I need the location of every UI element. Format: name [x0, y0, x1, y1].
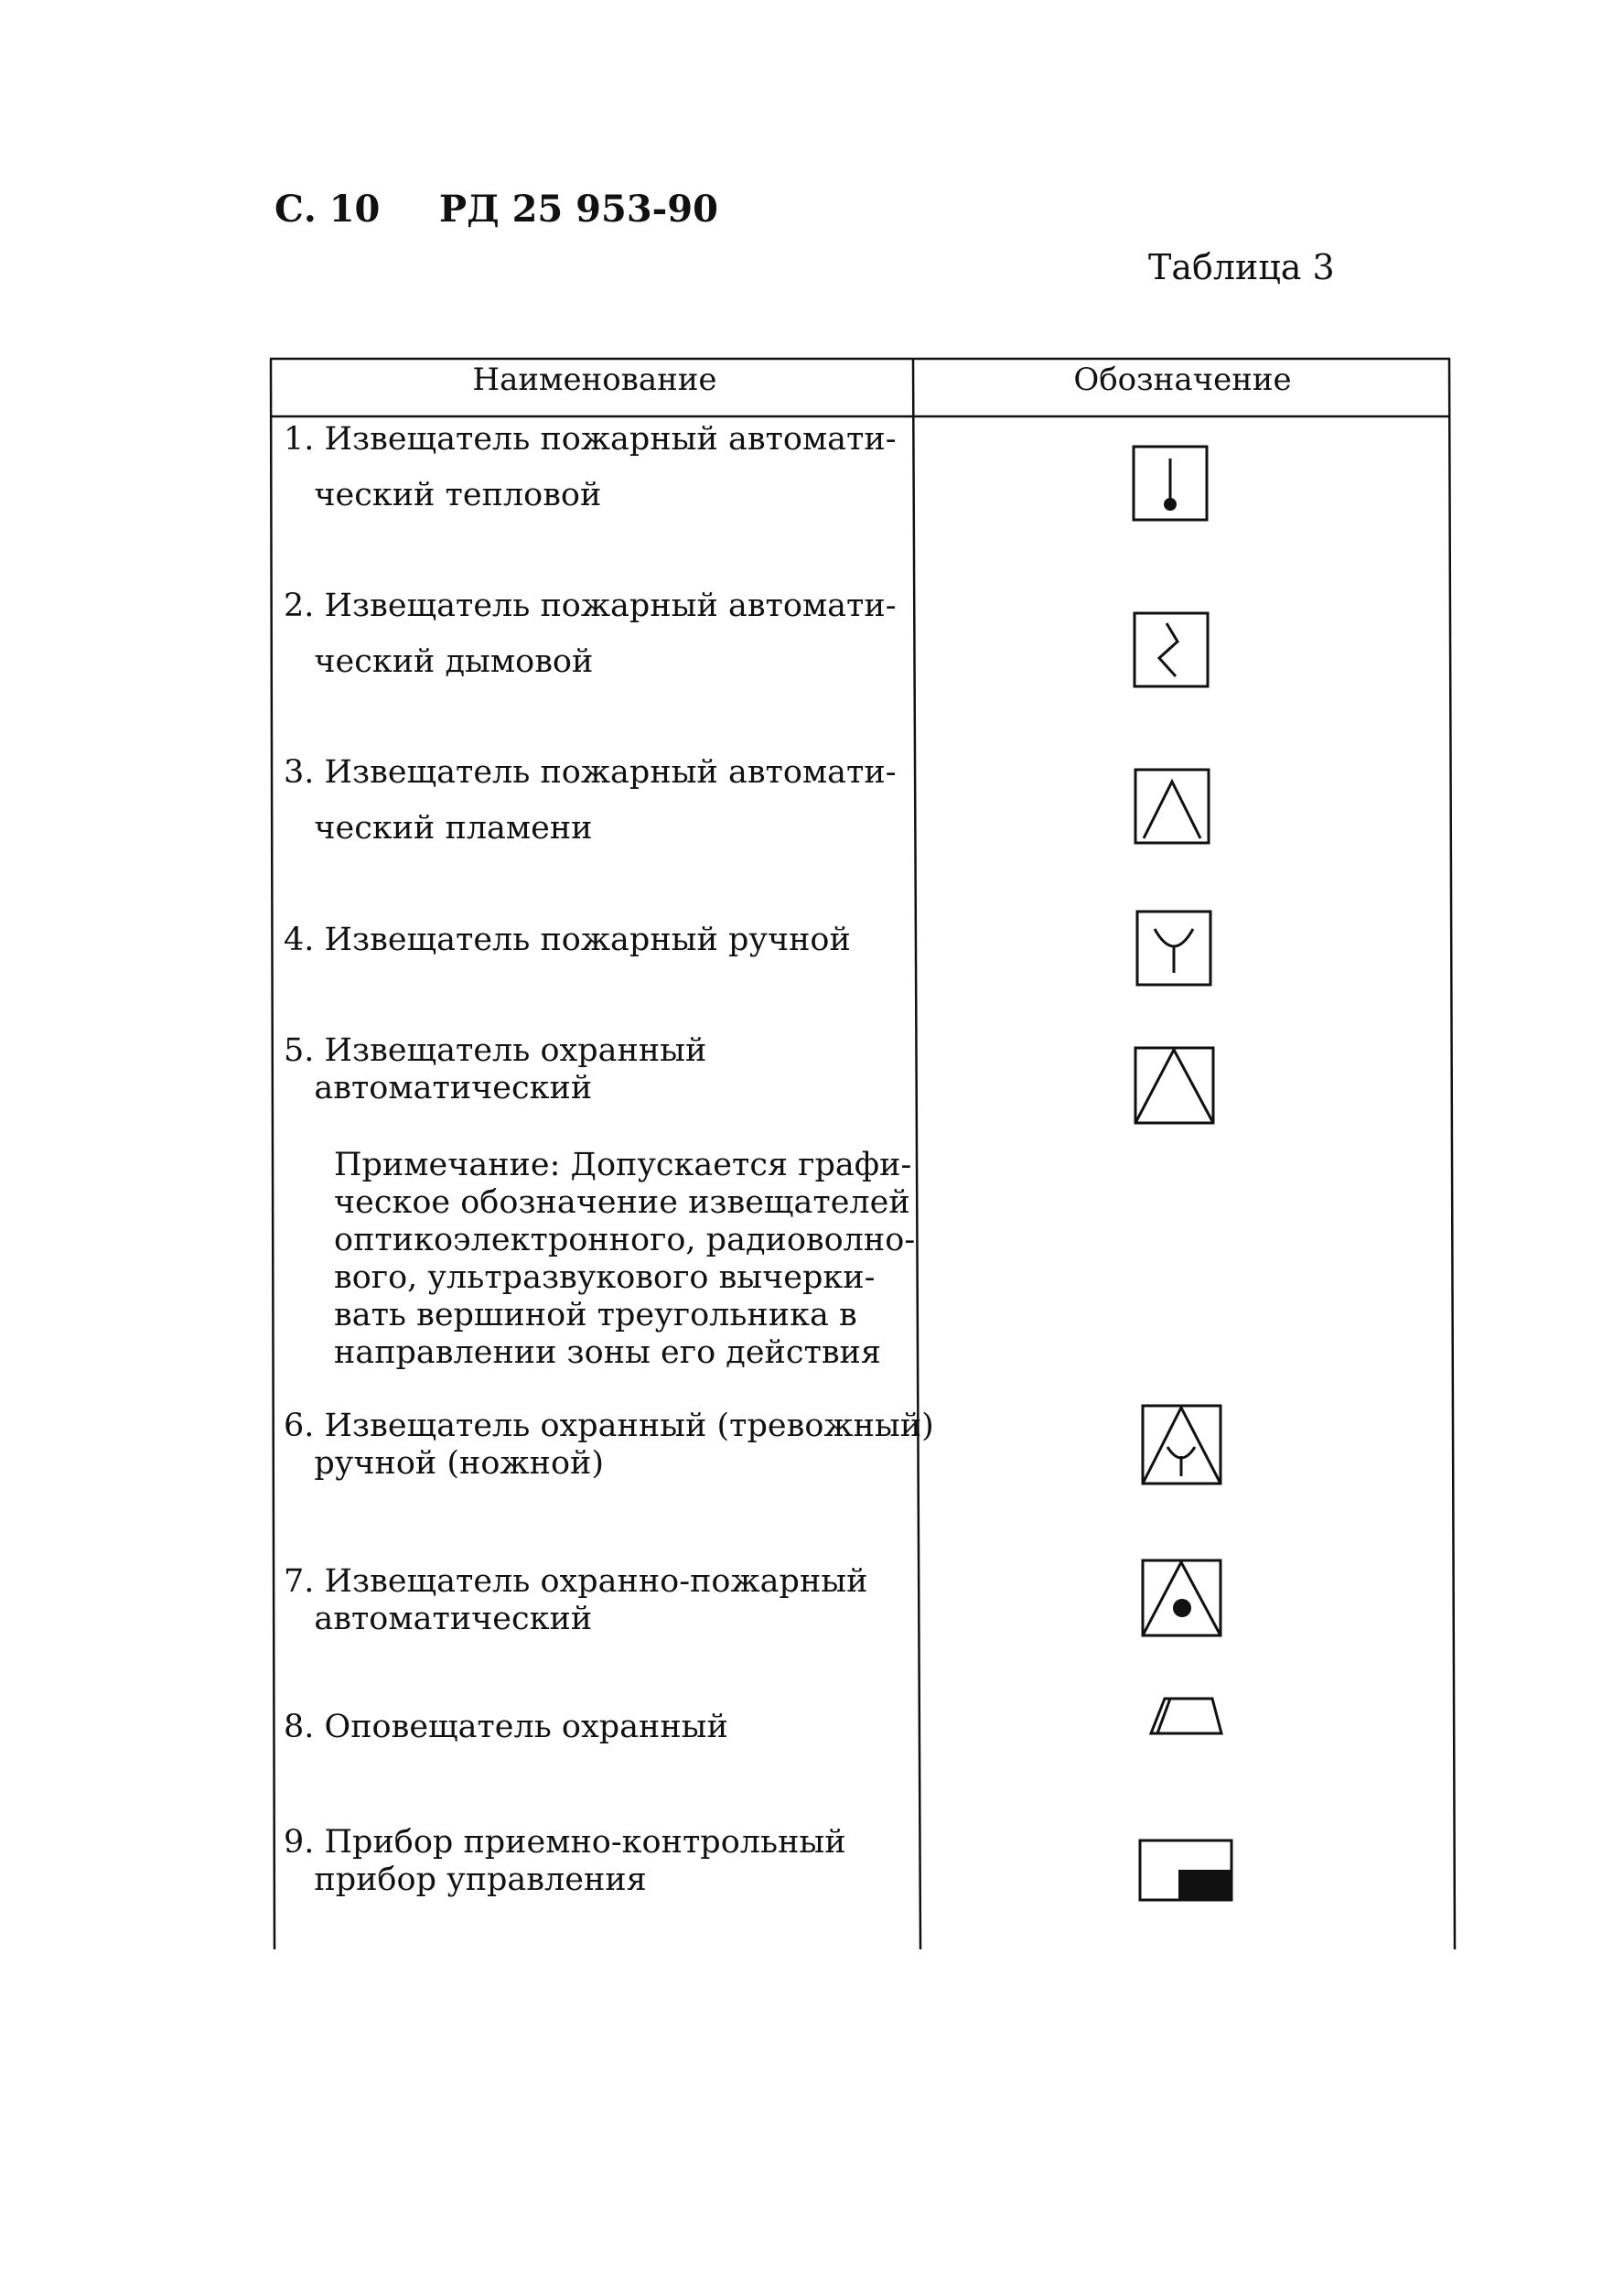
security-fire-detector-icon	[1140, 1558, 1227, 1640]
table-title: Таблица 3	[1148, 247, 1335, 287]
security-detector-icon	[1133, 1045, 1220, 1128]
smoke-detector-icon	[1132, 610, 1214, 693]
flame-detector-icon	[1133, 767, 1215, 849]
row-6-name: 6. Извещатель охранный (тревожный) ручной (ножной)	[284, 1408, 934, 1482]
row-8-name: 8. Оповещатель охранный	[284, 1709, 728, 1745]
table-note: Примечание: Допускается графи- ческое обозначение извещателей оптикоэлектронного, радиоволно- вого, ультразвукового вычерки- вать вершиной треугольника в направлении зоны его действия	[334, 1147, 916, 1371]
row-9-name: 9. Прибор приемно-контрольный прибор управления	[284, 1824, 846, 1898]
manual-fire-call-point-icon	[1135, 909, 1217, 991]
security-annunciator-icon	[1148, 1693, 1226, 1739]
row-2-name: 2. Извещатель пожарный автомати- ческий дымовой	[284, 588, 897, 680]
manual-alarm-detector-icon	[1140, 1403, 1227, 1490]
row-3-name: 3. Извещатель пожарный автомати- ческий пламени	[284, 754, 897, 847]
heat-detector-icon	[1131, 444, 1213, 526]
page-number: С. 10	[274, 188, 381, 231]
row-4-name: 4. Извещатель пожарный ручной	[284, 922, 851, 958]
column-header-symbol: Обозначение	[1073, 362, 1292, 398]
row-5-name: 5. Извещатель охранный автоматический	[284, 1032, 707, 1106]
document-code: РД 25 953-90	[439, 188, 718, 231]
column-header-name: Наименование	[472, 362, 717, 398]
row-7-name: 7. Извещатель охранно-пожарный автоматический	[284, 1563, 868, 1637]
row-1-name: 1. Извещатель пожарный автомати- ческий тепловой	[284, 421, 897, 513]
control-panel-icon	[1137, 1838, 1238, 1906]
